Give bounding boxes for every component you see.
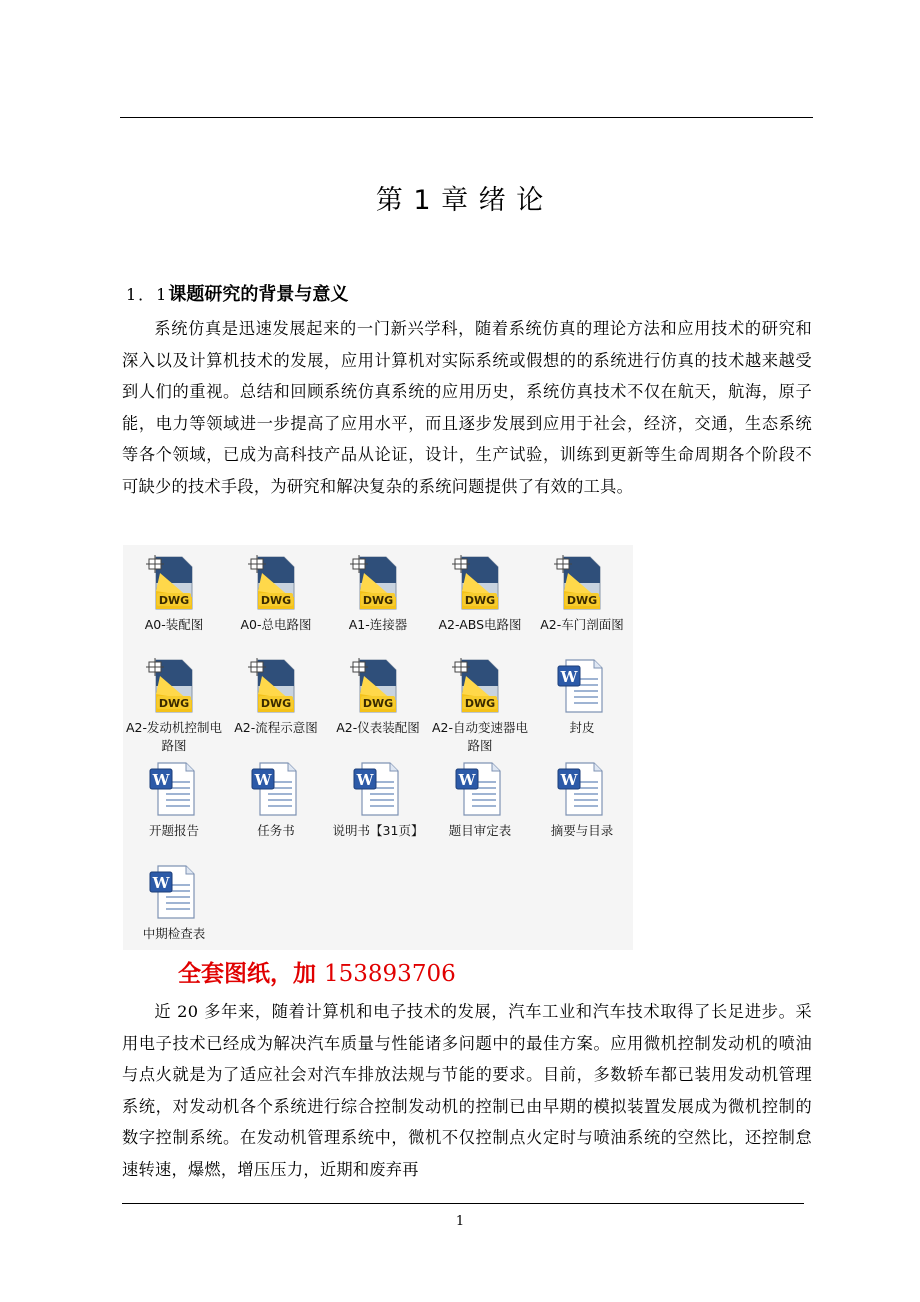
file-item[interactable] bbox=[531, 759, 633, 840]
dwg-file-icon bbox=[146, 553, 202, 613]
file-item[interactable] bbox=[429, 656, 531, 755]
file-name: A2-流程示意图 bbox=[234, 720, 318, 735]
file-item[interactable] bbox=[123, 656, 225, 755]
dwg-file-icon bbox=[146, 656, 202, 716]
file-item[interactable] bbox=[531, 656, 633, 737]
svg-text:DWG: DWG bbox=[464, 697, 496, 710]
word-document-icon bbox=[554, 759, 610, 819]
section-number: 1．1 bbox=[126, 285, 169, 304]
svg-text:DWG: DWG bbox=[158, 594, 190, 607]
word-document-icon bbox=[554, 656, 610, 716]
header-rule bbox=[120, 117, 813, 118]
chapter-title: 第 1 章 绪 论 bbox=[375, 185, 545, 216]
file-name: A0-总电路图 bbox=[240, 617, 312, 632]
file-item[interactable] bbox=[225, 759, 327, 840]
file-name: 摘要与目录 bbox=[550, 823, 614, 838]
file-name: A0-装配图 bbox=[144, 617, 204, 632]
body-paragraph-2: 近 20 多年来，随着计算机和电子技术的发展，汽车工业和汽车技术取得了长足进步。采用电子技术已经成为解决汽车质量与性能诸多问题中的最佳方案。应用微机控制发动机的喷油与点火就是为了适应社会对汽车排放法规与节能的要求。目前，多数轿车都已装用发动机管理系统，对发动机各个系统进行综合控制发动机的控制已由早期的模拟装置发展成为微机控制的数字控制系统。在发动机管理系统中，微机不仅控制点火定时与喷油系统的空然比，还控制怠速转速，爆燃，增压压力，近期和废弃再 bbox=[122, 1002, 812, 1179]
svg-text:W: W bbox=[458, 771, 476, 789]
file-name: A2-发动机控制电路图 bbox=[125, 720, 222, 753]
file-item[interactable] bbox=[327, 759, 429, 840]
dwg-file-icon bbox=[350, 553, 406, 613]
file-item[interactable] bbox=[429, 553, 531, 634]
promo-label: 全套图纸，加 bbox=[178, 961, 325, 987]
svg-text:DWG: DWG bbox=[260, 697, 292, 710]
file-item[interactable] bbox=[123, 759, 225, 840]
section-title: 课题研究的背景与意义 bbox=[168, 284, 349, 305]
word-document-icon bbox=[248, 759, 304, 819]
page-number: 1 bbox=[455, 1214, 465, 1229]
file-list-panel bbox=[123, 545, 633, 950]
dwg-file-icon bbox=[554, 553, 610, 613]
file-name: 说明书【31页】 bbox=[332, 823, 424, 838]
svg-text:W: W bbox=[152, 874, 170, 892]
file-name: A2-仪表装配图 bbox=[336, 720, 420, 735]
file-item[interactable] bbox=[123, 553, 225, 634]
svg-text:DWG: DWG bbox=[260, 594, 292, 607]
file-name: A2-自动变速器电路图 bbox=[431, 720, 528, 753]
file-name: 封皮 bbox=[569, 720, 595, 735]
svg-text:W: W bbox=[560, 771, 578, 789]
file-item[interactable] bbox=[123, 862, 225, 943]
word-document-icon bbox=[146, 862, 202, 922]
file-name: A2-车门剖面图 bbox=[540, 617, 624, 632]
svg-text:DWG: DWG bbox=[566, 594, 598, 607]
file-name: 中期检查表 bbox=[142, 926, 206, 941]
file-item[interactable] bbox=[225, 656, 327, 737]
dwg-file-icon bbox=[248, 553, 304, 613]
promo-text bbox=[178, 955, 456, 988]
svg-text:DWG: DWG bbox=[362, 697, 394, 710]
svg-text:DWG: DWG bbox=[464, 594, 496, 607]
section-heading bbox=[126, 280, 348, 306]
dwg-file-icon bbox=[452, 656, 508, 716]
file-name: A2-ABS电路图 bbox=[438, 617, 522, 632]
svg-text:W: W bbox=[152, 771, 170, 789]
footer-rule bbox=[122, 1203, 804, 1204]
svg-text:W: W bbox=[356, 771, 374, 789]
file-name: 任务书 bbox=[257, 823, 295, 838]
file-item[interactable] bbox=[327, 553, 429, 634]
file-item[interactable] bbox=[531, 553, 633, 634]
svg-text:DWG: DWG bbox=[362, 594, 394, 607]
file-item[interactable] bbox=[327, 656, 429, 737]
file-item[interactable] bbox=[225, 553, 327, 634]
svg-text:W: W bbox=[560, 668, 578, 686]
word-document-icon bbox=[452, 759, 508, 819]
file-name: 题目审定表 bbox=[448, 823, 512, 838]
file-name: 开题报告 bbox=[148, 823, 199, 838]
svg-text:DWG: DWG bbox=[158, 697, 190, 710]
word-document-icon bbox=[146, 759, 202, 819]
svg-text:W: W bbox=[254, 771, 272, 789]
dwg-file-icon bbox=[248, 656, 304, 716]
dwg-file-icon bbox=[350, 656, 406, 716]
file-name: A1-连接器 bbox=[348, 617, 408, 632]
body-paragraph-1: 系统仿真是迅速发展起来的一门新兴学科，随着系统仿真的理论方法和应用技术的研究和深入以及计算机技术的发展，应用计算机对实际系统或假想的的系统进行仿真的技术越来越受到人们的重视。总结和回顾系统仿真系统的应用历史，系统仿真技术不仅在航天，航海，原子能，电力等领域进一步提高了应用水平，而且逐步发展到应用于社会，经济，交通，生态系统等各个领域，已成为高科技产品从论证，设计，生产试验，训练到更新等生命周期各个阶段不可缺少的技术手段，为研究和解决复杂的系统问题提供了有效的工具。 bbox=[122, 319, 812, 496]
promo-number: 153893706 bbox=[324, 961, 456, 987]
dwg-file-icon bbox=[452, 553, 508, 613]
file-item[interactable] bbox=[429, 759, 531, 840]
word-document-icon bbox=[350, 759, 406, 819]
